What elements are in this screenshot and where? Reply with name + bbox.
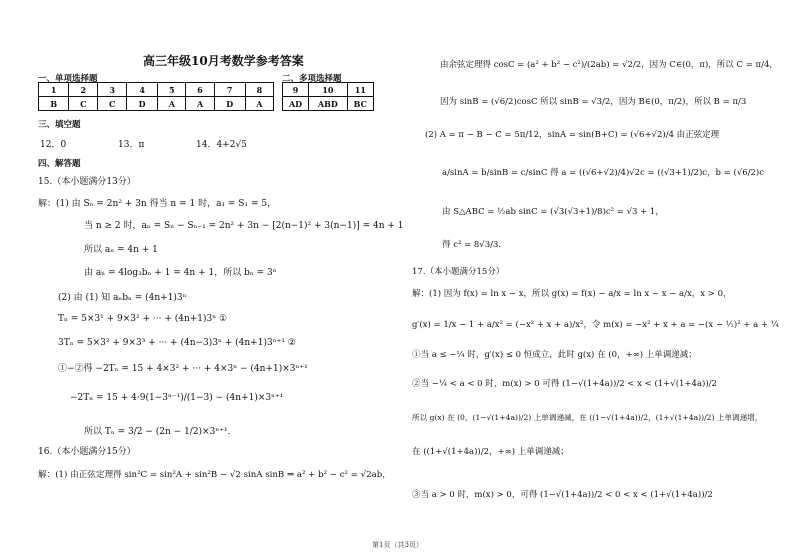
section-solution-heading: 四、解答题: [38, 159, 81, 169]
table-cell: 8: [245, 83, 273, 97]
solution-line: 由 S△ABC = ½ab sinC = (√3(√3+1)/8)c² = √3 + 1，: [442, 207, 664, 217]
solution-line: 得 c² = 8√3/3.: [442, 240, 502, 250]
table-cell: A: [158, 97, 186, 111]
solution-line: −2Tₙ = 15 + 4·9(1−3ⁿ⁻¹)/(1−3) − (4n+1)×3ⁿ⁺¹: [70, 393, 284, 403]
solution-line: 所以 g(x) 在 (0，(1−√(1+4a))/2) 上单调递减，在 ((1−√(1+4a))/2，(1+√(1+4a))/2) 上单调递增，: [412, 413, 763, 422]
solution-line: 由余弦定理得 cosC = (a² + b² − c²)/(2ab) = √2/2，因为 C∈(0，π)，所以 C = π/4，: [440, 60, 778, 70]
table-cell: 7: [214, 83, 245, 97]
table-cell: ABD: [309, 97, 348, 111]
table-cell: D: [127, 97, 158, 111]
fill-blank-answer: 14．4+2√5: [196, 140, 247, 150]
table-cell: 9: [283, 83, 309, 97]
solution-line: ②当 −¼ < a < 0 时，m(x) > 0 可得 (1−√(1+4a))/2 < x < (1+√(1+4a))/2: [412, 379, 717, 389]
solution-line: 解：(1) 因为 f(x) = ln x − x，所以 g(x) = f(x) − a/x = ln x − x − a/x，x > 0，: [412, 289, 732, 299]
multiple-choice-answer-table: [282, 82, 374, 111]
solution-line: 3Tₙ = 5×3² + 9×3³ + ··· + (4n−3)3ⁿ + (4n+1)3ⁿ⁺¹ ②: [58, 338, 296, 348]
solution-line: 因为 sinB = (√6/2)cosC 所以 sinB = √3/2，因为 B∈(0，π/2)，所以 B = π/3: [440, 97, 747, 107]
solution-line: 16.（本小题满分15分）: [38, 447, 136, 457]
table-cell: 10: [309, 83, 348, 97]
table-cell: 3: [98, 83, 127, 97]
page-footer: 第1页（共3页）: [372, 541, 423, 549]
table-row: [283, 83, 374, 97]
table-cell: BC: [347, 97, 373, 111]
table-cell: A: [245, 97, 273, 111]
solution-line: 解：(1) 由 Sₙ = 2n² + 3n 得当 n = 1 时，a₁ = S₁ = 5，: [38, 199, 277, 209]
section-single-choice-heading: 一、单项选择题: [38, 74, 98, 84]
page-title: 高三年级10月考数学参考答案: [143, 54, 304, 68]
table-cell: 2: [69, 83, 98, 97]
table-cell: A: [186, 97, 214, 111]
solution-line: a/sinA = b/sinB = c/sinC 得 a = ((√6+√2)/4)√2c = ((√3+1)/2)c，b = (√6/2)c: [442, 168, 764, 178]
table-cell: C: [98, 97, 127, 111]
solution-line: 15.（本小题满分13分）: [38, 177, 136, 187]
solution-line: 所以 aₙ = 4n + 1: [84, 245, 158, 255]
fill-blank-answer: 13．π: [118, 140, 145, 150]
table-row: [283, 97, 374, 111]
solution-line: ①当 a ≤ −¼ 时，g′(x) ≤ 0 恒成立，此时 g(x) 在 (0，+∞) 上单调递减；: [412, 350, 697, 360]
solution-line: g′(x) = 1/x − 1 + a/x² = (−x² + x + a)/x²，令 m(x) = −x² + x + a = −(x − ½)² + a + ¼: [412, 320, 779, 330]
solution-line: 在 ((1+√(1+4a))/2，+∞) 上单调递减；: [412, 447, 569, 457]
table-row: [39, 97, 274, 111]
solution-line: (2) A = π − B − C = 5π/12，sinA = sin(B+C) = (√6+√2)/4 由正弦定理: [425, 130, 720, 140]
table-cell: 6: [186, 83, 214, 97]
table-cell: 4: [127, 83, 158, 97]
solution-line: 解：(1) 由正弦定理得 sin²C = sin²A + sin²B − √2 sinA sinB ⇒ a² + b² − c² = √2ab，: [38, 470, 391, 480]
solution-line: Tₙ = 5×3¹ + 9×3² + ··· + (4n+1)3ⁿ ①: [58, 314, 228, 324]
solution-line: (2) 由 (1) 知 aₙbₙ = (4n+1)3ⁿ: [58, 293, 187, 303]
single-choice-answer-table: [38, 82, 274, 111]
fill-blank-answer: 12．0: [40, 140, 67, 150]
table-cell: D: [214, 97, 245, 111]
solution-line: ③当 a > 0 时，m(x) > 0，可得 (1−√(1+4a))/2 < 0 < x < (1+√(1+4a))/2: [412, 490, 713, 500]
solution-line: 所以 Tₙ = 3/2 − (2n − 1/2)×3ⁿ⁺¹.: [84, 427, 231, 437]
section-fill-blank-heading: 三、填空题: [38, 120, 81, 130]
solution-line: 17.（本小题满分15分）: [412, 267, 505, 277]
table-cell: AD: [283, 97, 309, 111]
solution-line: 由 aₙ = 4log₃bₙ + 1 = 4n + 1，所以 bₙ = 3ⁿ: [84, 268, 277, 278]
table-cell: 5: [158, 83, 186, 97]
table-cell: C: [69, 97, 98, 111]
solution-line: ①−②得 −2Tₙ = 15 + 4×3² + ··· + 4×3ⁿ − (4n+1)×3ⁿ⁺¹: [58, 364, 308, 374]
table-row: [39, 83, 274, 97]
table-cell: 11: [347, 83, 373, 97]
table-cell: 1: [39, 83, 69, 97]
solution-line: 当 n ≥ 2 时，aₙ = Sₙ − Sₙ₋₁ = 2n² + 3n − [2(n−1)² + 3(n−1)] = 4n + 1: [84, 221, 404, 231]
section-multiple-choice-heading: 二、多项选择题: [282, 74, 342, 84]
table-cell: B: [39, 97, 69, 111]
